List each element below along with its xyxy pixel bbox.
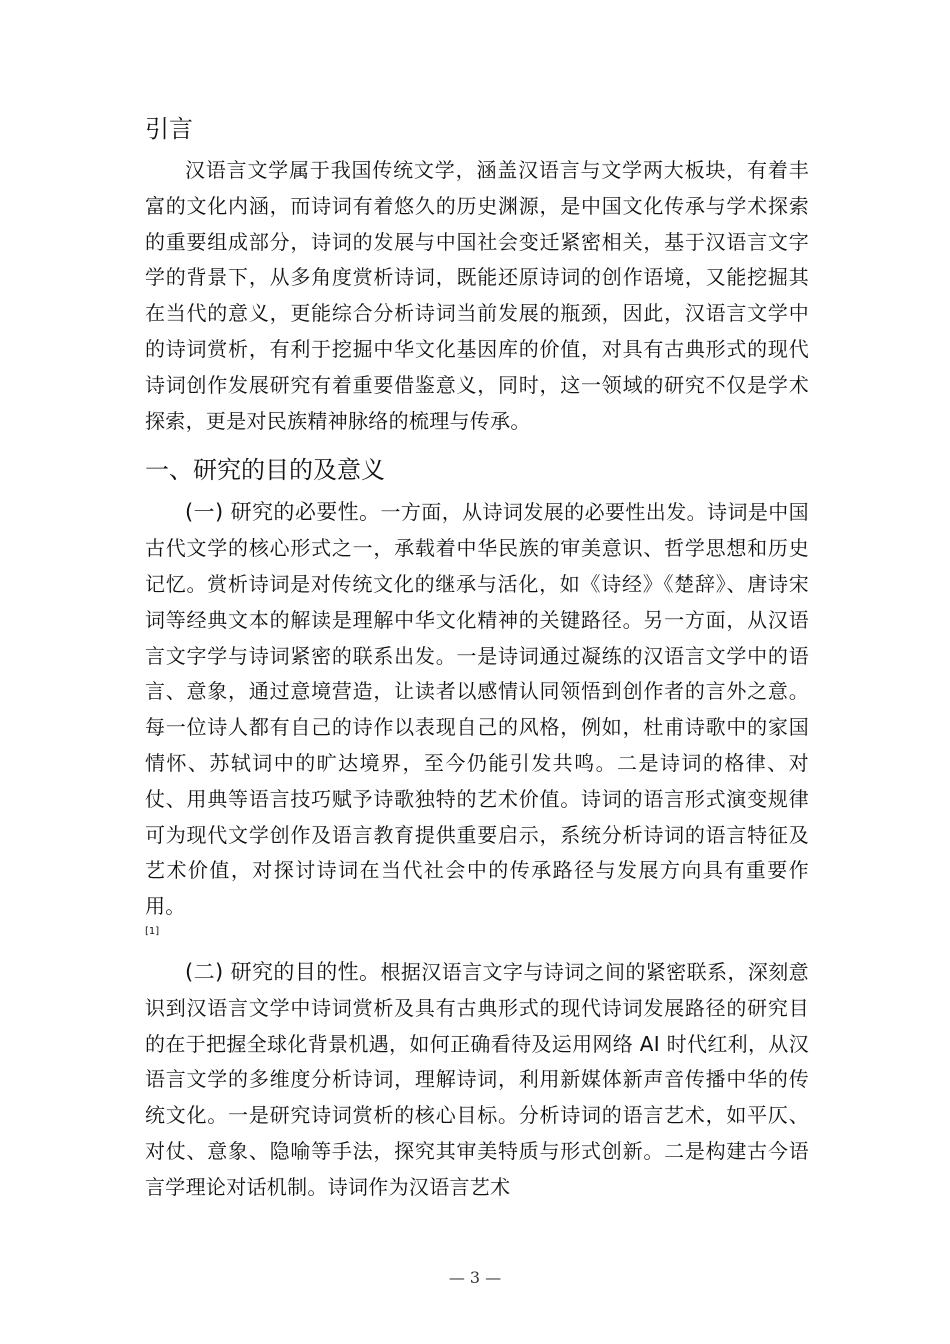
- page-number: — 3 —: [448, 1268, 502, 1287]
- necessity-subheading: (一) 研究的必要性。: [185, 500, 381, 525]
- citation-reference: [1]: [145, 925, 160, 937]
- intro-paragraph: 汉语言文学属于我国传统文学，涵盖汉语言与文学两大板块，有着丰富的文化内涵，而诗词有着悠久的历史渊源，是中国文化传承与学术探索的重要组成部分，诗词的发展与中国社会变迁紧密相关，基于汉语言文字学的背景下，从多角度赏析诗词，既能还原诗词的创作语境，又能挖掘其在当代的意义，更能综合分析诗词当前发展的瓶颈，因此，汉语言文学中的诗词赏析，有利于挖掘中华文化基因库的价值，对具有古典形式的现代诗词创作发展研究有着重要借鉴意义，同时，这一领域的研究不仅是学术探索，更是对民族精神脉络的梳理与传承。: [145, 158, 809, 433]
- purpose-subheading: (二) 研究的目的性。: [185, 959, 381, 984]
- necessity-body: 一方面，从诗词发展的必要性出发。诗词是中国古代文学的核心形式之一，承载着中华民族的审美意识、哲学思想和历史记忆。赏析诗词是对传统文化的继承与活化，如《诗经》《楚辞》、唐诗宋词等经典文本的解读是理解中华文化精神的关键路径。另一方面，从汉语言文字学与诗词紧密的联系出发。一是诗词通过凝练的汉语言文学中的语言、意象，通过意境营造，让读者以感情认同领悟到创作者的言外之意。每一位诗人都有自己的诗作以表现自己的风格，例如，杜甫诗歌中的家国情怀、苏轼词中的旷达境界，至今仍能引发共鸣。二是诗词的格律、对仗、用典等语言技巧赋予诗歌独特的艺术价值。诗词的语言形式演变规律可为现代文学创作及语言教育提供重要启示，系统分析诗词的语言特征及艺术价值，对探讨诗词在当代社会中的传承路径与发展方向具有重要作用。: [145, 500, 809, 919]
- intro-heading: 引言: [145, 115, 193, 143]
- document-page: [145, 112, 809, 1206]
- necessity-paragraph: [145, 495, 809, 925]
- purpose-paragraph: [145, 955, 809, 1206]
- purpose-body: 根据汉语言文字与诗词之间的紧密联系，深刻意识到汉语言文学中诗词赏析及具有古典形式的现代诗词发展路径的研究目的在于把握全球化背景机遇，如何正确看待及运用网络 AI 时代红利，从汉语言文学的多维度分析诗词，理解诗词，利用新媒体新声音传播中华的传统文化。一是研究诗词赏析的核心目标。分析诗词的语言艺术，如平仄、对仗、意象、隐喻等手法，探究其审美特质与形式创新。二是构建古今语言学理论对话机制。诗词作为汉语言艺术: [145, 959, 809, 1199]
- section-heading: 一、研究的目的及意义: [145, 456, 385, 485]
